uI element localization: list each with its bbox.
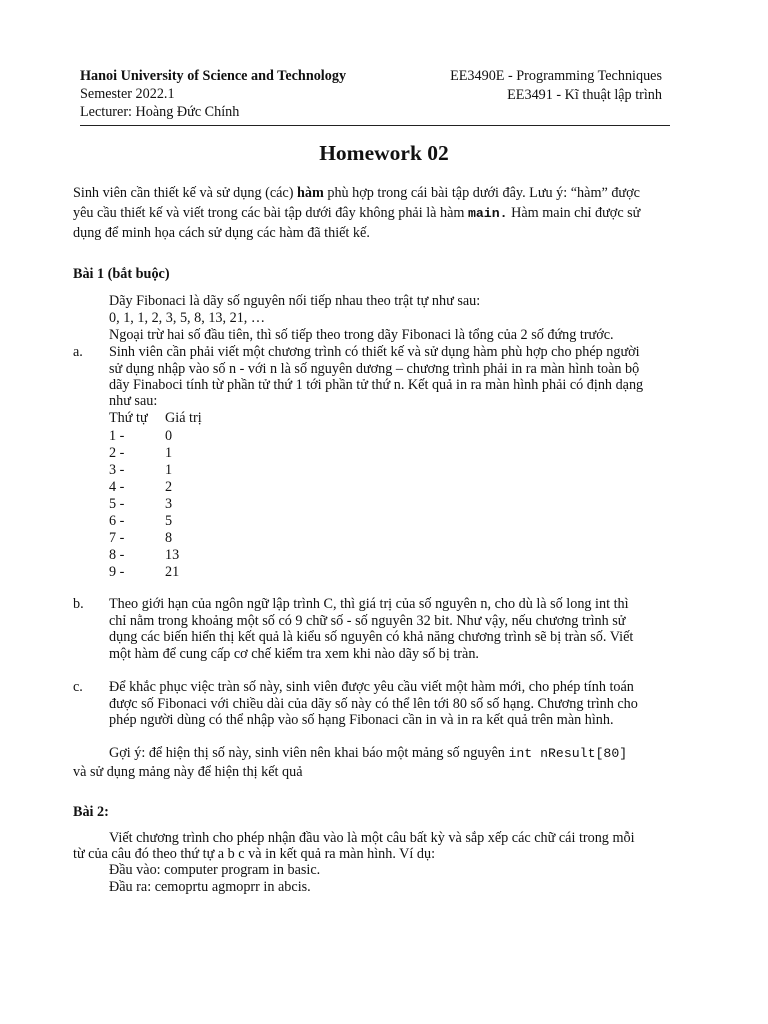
- table-row-index: 2 -: [109, 445, 125, 461]
- table-row-value: 2: [165, 479, 173, 495]
- page-title: Homework 02: [319, 141, 449, 165]
- item-b-line-2: chỉ nằm trong khoảng một số có 9 chữ số - số nguyên 32 bit. Như vậy, nếu chương trình sử: [109, 613, 626, 629]
- table-row-value: 1: [165, 445, 173, 461]
- header-semester: Semester 2022.1: [80, 86, 175, 102]
- table-row-index: 7 -: [109, 530, 125, 546]
- item-a-line-3: dãy Finaboci tính từ phần tử thứ 1 tới phần tử thứ n. Kết quả in ra màn hình phải có định dạng: [109, 377, 644, 393]
- header-course-vi: EE3491 - Kĩ thuật lập trình: [507, 87, 662, 103]
- header-lecturer: Lecturer: Hoàng Đức Chính: [80, 104, 240, 120]
- table-row-value: 3: [165, 496, 173, 512]
- item-b-marker: b.: [73, 596, 84, 612]
- table-row-index: 1 -: [109, 428, 125, 444]
- intro-text: Hàm main chỉ được sử: [507, 205, 641, 221]
- item-c-marker: c.: [73, 679, 83, 695]
- bai2-input-example: Đầu vào: computer program in basic.: [109, 862, 321, 878]
- intro-code: main.: [467, 206, 508, 221]
- item-c-hint-line-2: và sử dụng mảng này để hiện thị kết quả: [73, 764, 303, 780]
- intro-line-2: [73, 205, 640, 222]
- intro-text: phù hợp trong cái bài tập dưới đây. Lưu ý: “hàm” được: [323, 185, 640, 201]
- table-row-value: 13: [165, 547, 180, 563]
- intro-text: Sinh viên cần thiết kế và sử dụng (các): [73, 185, 297, 201]
- item-c-line-3: phép người dùng có thể nhập vào số hạng Fibonaci cần in và in ra kết quả trên màn hình.: [109, 712, 614, 728]
- header-divider: [80, 125, 670, 126]
- table-row-value: 21: [165, 564, 180, 580]
- item-b-line-4: một hàm để cung cấp cơ chế kiểm tra xem khi nào dãy số bị tràn.: [109, 646, 479, 662]
- table-header-index: Thứ tự: [109, 410, 148, 426]
- table-row-index: 3 -: [109, 462, 125, 478]
- item-a-line-2: sử dụng nhập vào số n - với n là số nguyên dương – chương trình phải in ra màn hình toàn bộ: [109, 361, 640, 377]
- hint-text: Gợi ý: để hiện thị số này, sinh viên nên khai báo một mảng số nguyên: [109, 745, 509, 761]
- header-university: Hanoi University of Science and Technology: [80, 68, 347, 84]
- table-row-index: 5 -: [109, 496, 125, 512]
- hint-code: int nResult[80]: [508, 746, 628, 761]
- intro-line-1: [73, 185, 640, 202]
- intro-line-3: dụng để minh họa cách sử dụng các hàm đã thiết kế.: [73, 225, 370, 241]
- table-header-value: Giá trị: [165, 410, 202, 426]
- item-c-line-2: được số Fibonaci với chiều dài của dãy số này có thể lên tới 80 số số hạng. Chương trình cho: [109, 696, 638, 712]
- intro-bold: hàm: [296, 185, 324, 201]
- table-row-index: 8 -: [109, 547, 125, 563]
- item-b-line-3: dụng các biến hiển thị kết quả là kiểu số nguyên có khả năng chương trình sẽ bị tràn số. Viết: [109, 629, 634, 645]
- bai1-desc-1: Dãy Fibonaci là dãy số nguyên nối tiếp nhau theo trật tự như sau:: [109, 293, 481, 309]
- item-c-hint: [109, 745, 627, 762]
- bai2-heading: Bài 2:: [73, 804, 109, 820]
- item-a-marker: a.: [73, 344, 83, 360]
- bai1-desc-2: Ngoại trừ hai số đầu tiên, thì số tiếp theo trong dãy Fibonaci là tổng của 2 số đứng trước.: [109, 327, 614, 343]
- table-row-index: 6 -: [109, 513, 125, 529]
- table-row-value: 0: [165, 428, 173, 444]
- table-row-value: 5: [165, 513, 173, 529]
- bai1-sequence: 0, 1, 1, 2, 3, 5, 8, 13, 21, …: [109, 310, 266, 326]
- header-course-en: EE3490E - Programming Techniques: [450, 68, 662, 84]
- item-c-line-1: Để khắc phục việc tràn số này, sinh viên được yêu cầu viết một hàm mới, cho phép tính toán: [109, 679, 634, 695]
- table-row-index: 4 -: [109, 479, 125, 495]
- table-row-value: 1: [165, 462, 173, 478]
- bai1-heading: Bài 1 (bắt buộc): [73, 266, 170, 282]
- table-row-index: 9 -: [109, 564, 125, 580]
- table-row-value: 8: [165, 530, 173, 546]
- bai2-line-2: từ của câu đó theo thứ tự a b c và in kết quả ra màn hình. Ví dụ:: [73, 846, 436, 862]
- intro-text: yêu cầu thiết kế và viết trong các bài tập dưới đây không phải là hàm: [73, 205, 468, 221]
- bai2-output-example: Đầu ra: cemoprtu agmoprr in abcis.: [109, 879, 311, 895]
- item-b-line-1: Theo giới hạn của ngôn ngữ lập trình C, thì giá trị của số nguyên n, cho dù là số long int thì: [109, 596, 629, 612]
- item-a-line-4: như sau:: [109, 393, 158, 409]
- item-a-line-1: Sinh viên cần phải viết một chương trình có thiết kế và sử dụng hàm phù hợp cho phép người: [109, 344, 640, 360]
- bai2-line-1: Viết chương trình cho phép nhận đầu vào là một câu bất kỳ và sắp xếp các chữ cái trong mỗi: [109, 830, 635, 846]
